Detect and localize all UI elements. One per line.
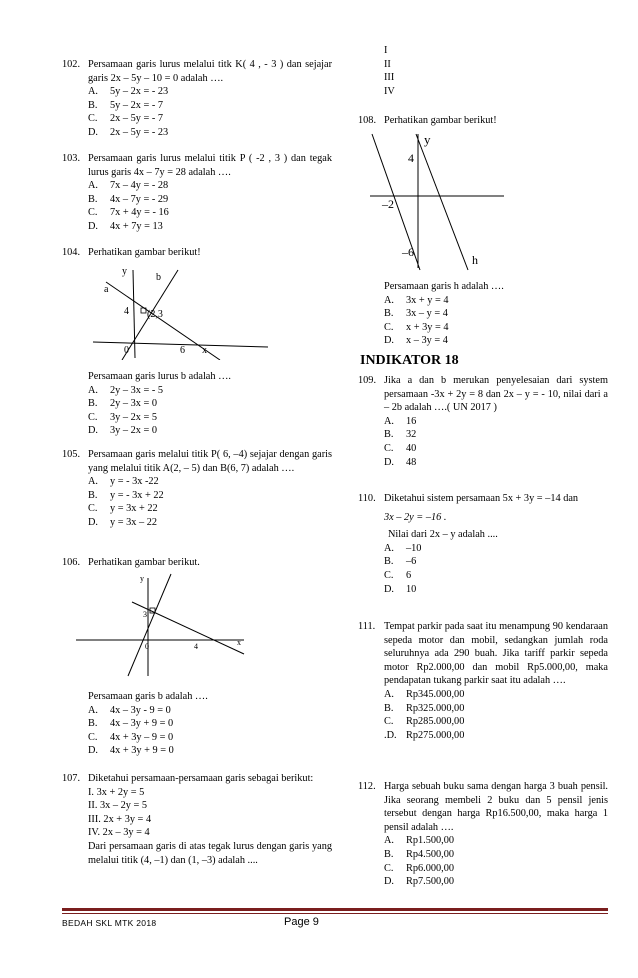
question-number: 110.: [358, 493, 376, 504]
option: C. Rp285.000,00: [384, 716, 465, 728]
option: B. 2y – 3x = 0: [88, 398, 157, 410]
question-112: [358, 780, 608, 889]
label-x: x: [202, 345, 207, 356]
line-h: [416, 134, 468, 270]
option: B. 4x – 3y + 9 = 0: [88, 718, 174, 730]
option: B. 5y – 2x = - 7: [88, 99, 163, 111]
option: D. 2x – 5y = - 23: [88, 126, 169, 138]
option: B. 3x – y = 4: [384, 308, 448, 320]
option: II: [384, 58, 391, 70]
figure-108-graph: [366, 128, 506, 274]
question-105: [62, 448, 332, 530]
option: A. 3x + y = 4: [384, 294, 449, 306]
label-neg6: –6: [402, 245, 414, 259]
option: III: [384, 72, 395, 84]
question-104: [62, 246, 332, 260]
footer-title: BEDAH SKL MTK 2018: [62, 918, 157, 928]
label-4: 4: [194, 642, 198, 651]
label-y: y: [140, 574, 144, 583]
option: C. 40: [384, 442, 417, 454]
question-102: [62, 58, 332, 140]
question-text: Harga sebuah buku sama dengan harga 3 buah pensil. Jika seorang membeli 2 buku dan 5 pensil jenis tersebut dengan harga Rp16.500,00, maka harga 1 pensil adalah ….: [384, 781, 608, 833]
equation-line: IV. 2x – 3y = 4: [88, 827, 150, 839]
option: C. y = 3x + 22: [88, 503, 158, 515]
option: A. y = - 3x -22: [88, 476, 159, 488]
option: C. x + 3y = 4: [384, 321, 449, 333]
equation-line: I. 3x + 2y = 5: [88, 786, 145, 798]
label-y: y: [122, 266, 127, 277]
option: D. 4x + 7y = 13: [88, 220, 163, 232]
question-text: Diketahui persamaan-persamaan garis sebagai berikut:: [88, 773, 314, 784]
question-number: 108.: [358, 115, 377, 126]
option: B. 4x – 7y = - 29: [88, 193, 169, 205]
option: A. 2y – 3x = - 5: [88, 384, 163, 396]
option: B. Rp325.000,00: [384, 702, 465, 714]
option: A. Rp1.500,00: [384, 835, 455, 847]
question-104-continued: [62, 370, 332, 438]
line-b: [128, 574, 171, 676]
question-110: [358, 492, 608, 596]
option: C. 2x – 5y = - 7: [88, 113, 163, 125]
option: C. Rp6.000,00: [384, 862, 455, 874]
label-neg2: –2: [382, 197, 394, 211]
label-y: y: [424, 132, 431, 147]
label-origin: 0: [124, 345, 129, 356]
question-106-continued: [62, 690, 332, 758]
question-text: Diketahui sistem persamaan 5x + 3y = –14 dan: [384, 493, 579, 504]
footer-rule-thin: [62, 913, 608, 914]
label-b: b: [156, 272, 161, 283]
option: D. 4x + 3y + 9 = 0: [88, 745, 174, 757]
question-107-options: [358, 44, 608, 98]
option: D. 10: [384, 583, 417, 595]
label-a: a: [104, 284, 109, 295]
question-text: Perhatikan gambar berikut!: [88, 247, 201, 258]
question-number: 104.: [62, 247, 81, 258]
option: D. x – 3y = 4: [384, 335, 448, 347]
y-axis: [133, 270, 135, 358]
question-number: 105.: [62, 449, 81, 460]
question-text: Persamaan garis lurus melalui titk K( 4 , - 3 ) dan sejajar garis 2x – 5y – 10 = 0 adalah ….: [88, 59, 332, 84]
option: A. Rp345.000,00: [384, 688, 465, 700]
option: C. 3y – 2x = 5: [88, 411, 157, 423]
question-prompt: Persamaan garis h adalah ….: [384, 281, 504, 292]
option: C. 7x + 4y = - 16: [88, 207, 169, 219]
figure-104-graph: [88, 262, 274, 360]
option: IV: [384, 85, 395, 97]
page-number: Page 9: [284, 916, 319, 928]
option: I: [384, 45, 388, 56]
label-6: 6: [180, 345, 185, 356]
equation-line: 3x – 2y = –16 .: [384, 511, 447, 523]
option: A. 5y – 2x = - 23: [88, 86, 169, 98]
option: A. –10: [384, 542, 422, 554]
equation-line: II. 3x – 2y = 5: [88, 800, 148, 812]
section-heading: INDIKATOR 18: [360, 353, 459, 368]
question-108-continued: [358, 280, 608, 348]
option: D. Rp7.500,00: [384, 876, 455, 888]
label-3: 3: [143, 610, 147, 619]
option: C. 4x + 3y – 9 = 0: [88, 731, 174, 743]
question-number: 111.: [358, 621, 376, 632]
question-108: [358, 114, 608, 128]
equation-line: III. 2x + 3y = 4: [88, 813, 152, 825]
option: B. –6: [384, 556, 417, 568]
question-number: 102.: [62, 59, 81, 70]
footer-rule: [62, 908, 608, 911]
question-text: Perhatikan gambar berikut!: [384, 115, 497, 126]
question-number: 106.: [62, 557, 81, 568]
label-4: 4: [408, 151, 414, 165]
question-109: [358, 374, 608, 469]
question-text: Tempat parkir pada saat itu menampung 90 kendaraan sepeda motor dan mobil, sedangkan jumlah roda seluruhnya ada 290 buah. Jika tariff parkir sepeda motor Rp2.000,00 dan mobil Rp5.000,00, maka pendapatan tukang parkir saat itu adalah ….: [384, 621, 608, 687]
option: D. 48: [384, 456, 417, 468]
label-origin: 0: [145, 642, 149, 651]
option: A. 7x – 4y = - 28: [88, 180, 169, 192]
question-107: [62, 772, 332, 867]
option: A. 4x – 3y - 9 = 0: [88, 704, 171, 716]
question-111: [358, 620, 608, 742]
question-text: Perhatikan gambar berikut.: [88, 557, 200, 568]
option: D. y = 3x – 22: [88, 516, 157, 528]
question-text: Persamaan garis melalui titik P( 6, –4) sejajar dengan garis yang melalui titik A(2, – 5) dan B(6, 7) adalah ….: [88, 449, 332, 474]
option: B. Rp4.500,00: [384, 848, 455, 860]
question-number: 107.: [62, 773, 81, 784]
option: D. 3y – 2x = 0: [88, 425, 157, 437]
question-prompt: Dari persamaan garis di atas tegak lurus dengan garis yang melalui titik (4, –1) dan (1, –3) adalah ....: [88, 840, 332, 866]
label-point: (2,3: [147, 309, 163, 320]
question-number: 103.: [62, 153, 81, 164]
question-106: [62, 556, 332, 570]
question-prompt: Persamaan garis lurus b adalah ….: [88, 371, 231, 382]
label-4: 4: [124, 306, 129, 317]
question-text: Jika a dan b merukan penyelesaian dari system persamaan -3x + 2y = 8 dan 2x – y = - 10, nilai dari a – 2b adalah ….( UN 2017 ): [384, 375, 608, 414]
option: C. 6: [384, 569, 412, 581]
question-number: 112.: [358, 781, 376, 792]
question-prompt: Persamaan garis b adalah ….: [88, 691, 208, 702]
question-number: 109.: [358, 375, 377, 386]
option: A. 16: [384, 415, 417, 427]
question-text: Persamaan garis lurus melalui titik P ( -2 , 3 ) dan tegak lurus garis 4x – 7y = 28 adalah ….: [88, 153, 332, 178]
label-x: x: [237, 638, 241, 647]
label-h: h: [472, 253, 478, 267]
question-103: [62, 152, 332, 234]
option: B. 32: [384, 429, 417, 441]
option: .D. Rp275.000,00: [384, 729, 465, 741]
option: B. y = - 3x + 22: [88, 489, 164, 501]
figure-106-graph: [74, 572, 260, 680]
question-prompt: Nilai dari 2x – y adalah ....: [388, 529, 498, 541]
